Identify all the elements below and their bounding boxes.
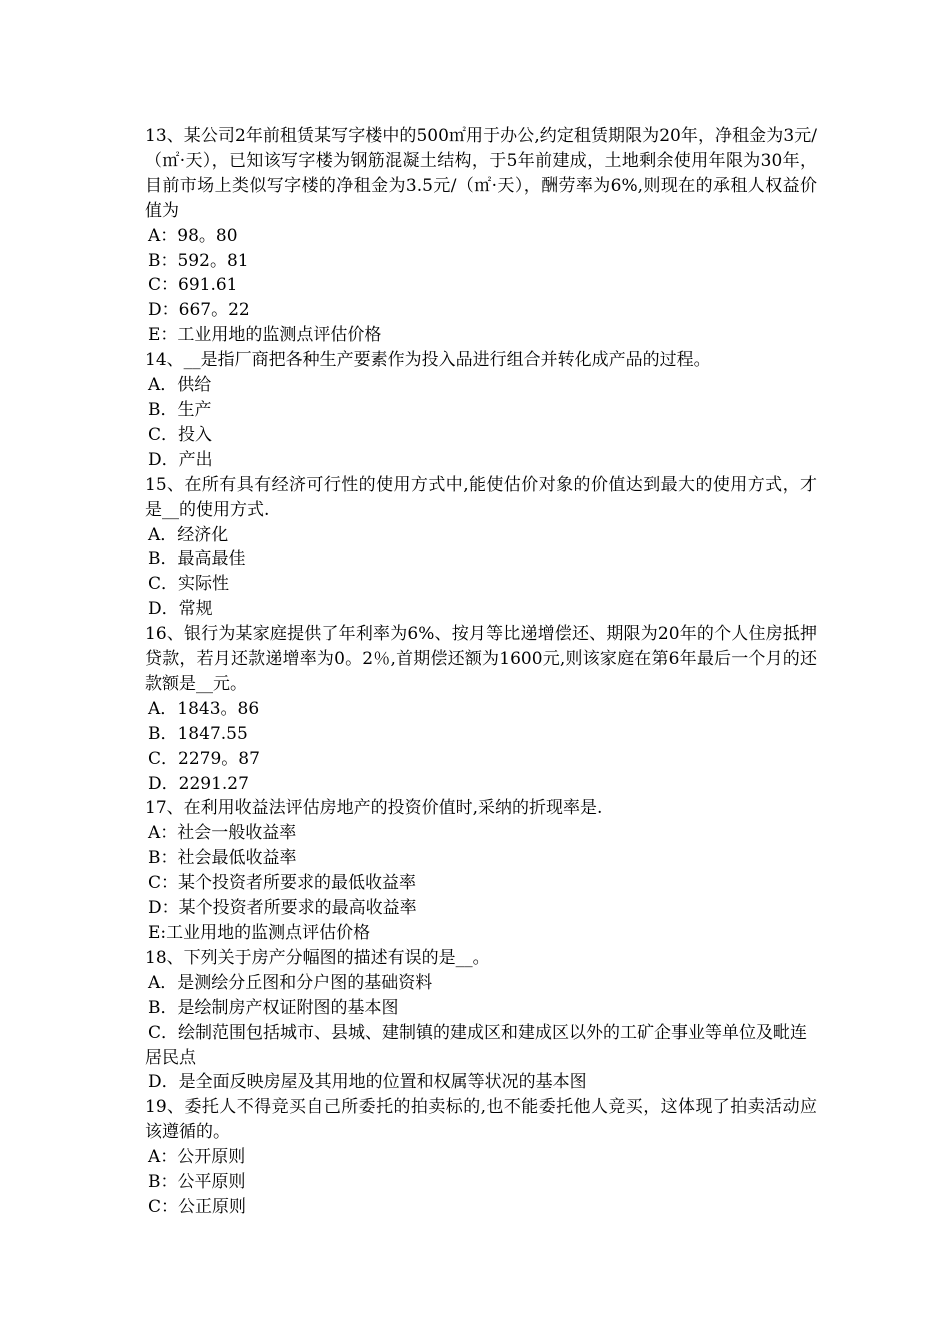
question-stem: 16、银行为某家庭提供了年利率为6%、按月等比递增偿还、期限为20年的个人住房抵押贷款，若月还款递增率为0。2％,首期偿还额为1600元,则该家庭在第6年最后一个月的还款额是__元。	[145, 624, 817, 694]
option-c: C．绘制范围包括城市、县城、建制镇的建成区和建成区以外的工矿企事业等单位及毗连居民点	[145, 1022, 808, 1068]
option-d: D．产出	[148, 449, 213, 470]
question-14	[145, 348, 817, 473]
option-b: B：592。81	[148, 250, 249, 271]
option-b: B．生产	[148, 399, 212, 420]
option-e: E:工业用地的监测点评估价格	[148, 923, 371, 943]
option-a: A．经济化	[148, 524, 229, 545]
option-a: A．1843。86	[148, 698, 260, 719]
question-16	[145, 622, 817, 796]
question-stem: 17、在利用收益法评估房地产的投资价值时,采纳的折现率是.	[145, 798, 603, 819]
option-a: A．是测绘分丘图和分户图的基础资料	[148, 972, 433, 993]
question-stem: 14、__是指厂商把各种生产要素作为投入品进行组合并转化成产品的过程。	[145, 350, 711, 371]
option-e: E：工业用地的监测点评估价格	[148, 325, 382, 346]
question-stem: 18、下列关于房产分幅图的描述有误的是__。	[145, 947, 490, 968]
option-c: C．2279。87	[148, 748, 260, 769]
option-d: D．2291.27	[148, 773, 249, 794]
question-15	[145, 473, 817, 622]
option-d: D．是全面反映房屋及其用地的位置和权属等状况的基本图	[148, 1072, 587, 1093]
option-c: C：691.61	[148, 275, 238, 296]
question-stem: 19、委托人不得竞买自己所委托的拍卖标的,也不能委托他人竞买，这体现了拍卖活动应该遵循的。	[145, 1097, 817, 1143]
option-b: B．最高最佳	[148, 549, 246, 570]
option-b: B：公平原则	[148, 1172, 246, 1193]
option-b: B：社会最低收益率	[148, 848, 297, 869]
option-c: C．实际性	[148, 574, 230, 595]
option-a: A：社会一般收益率	[148, 823, 297, 844]
option-c: C．投入	[148, 424, 213, 445]
question-13	[145, 124, 817, 348]
option-a: A：98。80	[148, 225, 238, 246]
option-a: A．供给	[148, 375, 212, 396]
option-b: B．是绘制房产权证附图的基本图	[148, 997, 399, 1018]
option-d: D：某个投资者所要求的最高收益率	[148, 898, 417, 919]
option-a: A：公开原则	[148, 1147, 246, 1168]
question-stem: 13、某公司2年前租赁某写字楼中的500㎡用于办公,约定租赁期限为20年，净租金为3元/（㎡·天），已知该写字楼为钢筋混凝土结构，于5年前建成，土地剩余使用年限为30年，目前市场上类似写字楼的净租金为3.5元/（㎡·天），酬劳率为6%,则现在的承租人权益价值为	[145, 126, 817, 221]
question-stem: 15、在所有具有经济可行性的使用方式中,能使估价对象的价值达到最大的使用方式，才是__的使用方式.	[145, 474, 817, 520]
question-19	[145, 1095, 817, 1220]
option-c: C：公正原则	[148, 1196, 247, 1217]
option-d: D．常规	[148, 599, 213, 620]
question-17	[145, 796, 817, 945]
question-18	[145, 946, 817, 1095]
option-d: D：667。22	[148, 300, 250, 321]
option-c: C：某个投资者所要求的最低收益率	[148, 873, 417, 894]
question-list	[145, 124, 817, 1220]
option-b: B．1847.55	[148, 723, 248, 744]
